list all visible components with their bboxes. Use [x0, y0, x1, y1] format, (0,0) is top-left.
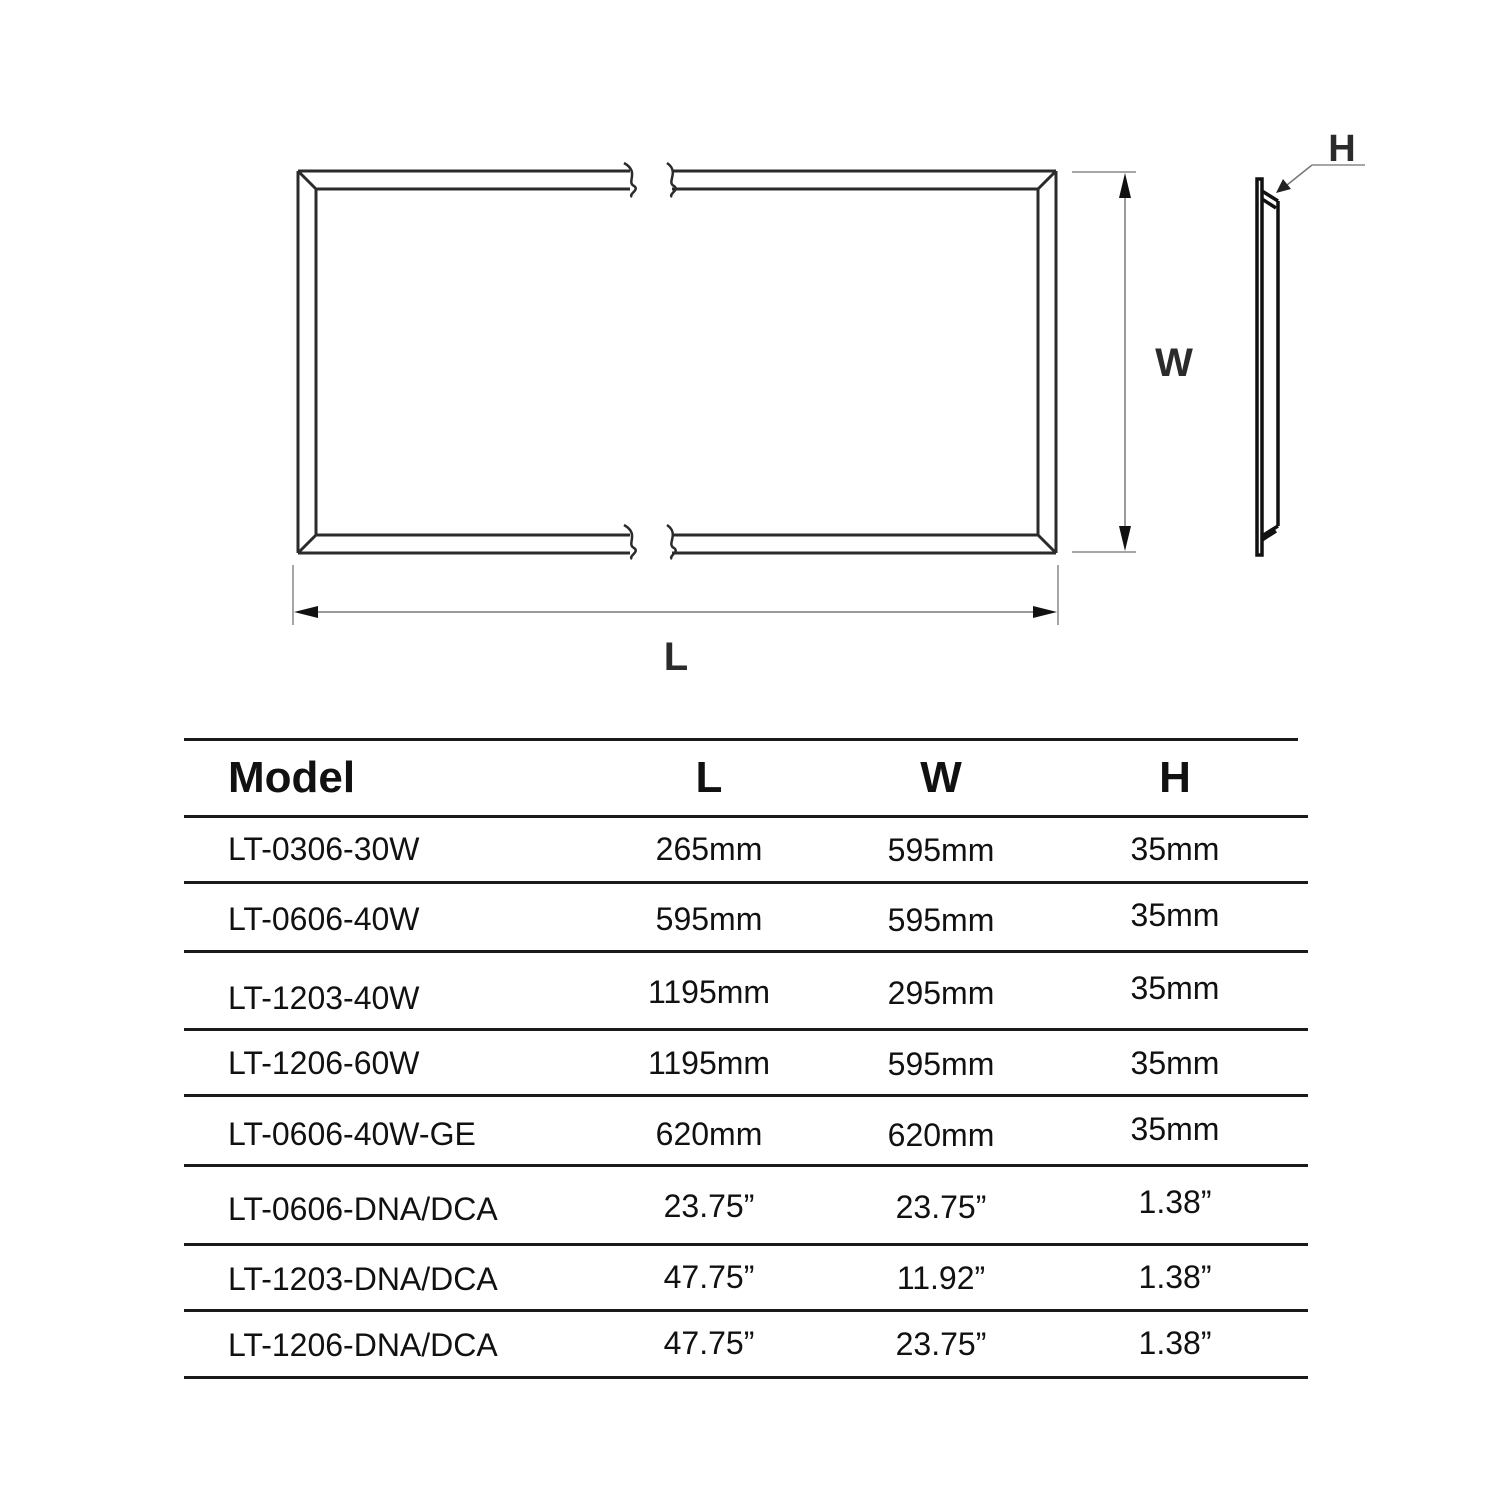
- table-rule: [184, 881, 1308, 884]
- cell-length: 595mm: [655, 901, 763, 937]
- cell-width: 620mm: [887, 1117, 995, 1153]
- cell-width: 595mm: [887, 1046, 995, 1082]
- header-model: Model: [228, 753, 356, 802]
- table-rule: [184, 1309, 1308, 1312]
- cell-model: LT-1203-40W: [228, 980, 420, 1016]
- header-length: L: [695, 753, 723, 802]
- cell-height: 1.38”: [1138, 1259, 1212, 1295]
- panel-front-view: [298, 163, 1056, 559]
- cell-length: 47.75”: [663, 1325, 755, 1361]
- table-rule-top: [184, 738, 1298, 741]
- cell-model: LT-0606-40W-GE: [228, 1116, 476, 1152]
- cell-model: LT-1206-60W: [228, 1045, 420, 1081]
- cell-model: LT-1203-DNA/DCA: [228, 1261, 498, 1297]
- table-rule: [184, 950, 1308, 953]
- cell-model: LT-0606-DNA/DCA: [228, 1191, 498, 1227]
- cell-model: LT-1206-DNA/DCA: [228, 1327, 498, 1363]
- cell-length: 1195mm: [647, 974, 771, 1010]
- height-label: H: [1328, 128, 1356, 170]
- cell-width: 595mm: [887, 832, 995, 868]
- height-dimension: [1276, 128, 1365, 193]
- header-width: W: [920, 753, 962, 802]
- table-rule: [184, 1243, 1308, 1246]
- cell-length: 265mm: [655, 831, 763, 867]
- width-label: W: [1155, 341, 1193, 385]
- cell-width: 295mm: [887, 975, 995, 1011]
- cell-length: 620mm: [655, 1116, 763, 1152]
- cell-height: 1.38”: [1138, 1184, 1212, 1220]
- cell-width: 23.75”: [895, 1189, 987, 1225]
- table-rule: [184, 815, 1308, 818]
- cell-height: 35mm: [1130, 831, 1220, 867]
- cell-width: 11.92”: [896, 1260, 986, 1296]
- cell-width: 23.75”: [895, 1326, 987, 1362]
- cell-length: 1195mm: [647, 1045, 771, 1081]
- table-rule: [184, 1094, 1308, 1097]
- length-label: L: [663, 635, 689, 679]
- table-rule: [184, 1028, 1308, 1031]
- cell-model: LT-0606-40W: [228, 901, 420, 937]
- table-rule: [184, 1164, 1308, 1167]
- length-dimension: [293, 565, 1058, 679]
- header-height: H: [1159, 753, 1191, 802]
- cell-length: 47.75”: [663, 1259, 755, 1295]
- cell-model: LT-0306-30W: [228, 831, 420, 867]
- cell-height: 1.38”: [1138, 1325, 1212, 1361]
- table-rule-bottom: [184, 1376, 1308, 1379]
- dimension-drawing: [0, 0, 1500, 720]
- cell-height: 35mm: [1130, 897, 1220, 933]
- cell-width: 595mm: [887, 902, 995, 938]
- cell-length: 23.75”: [663, 1188, 755, 1224]
- cell-height: 35mm: [1130, 1111, 1220, 1147]
- cell-height: 35mm: [1130, 970, 1220, 1006]
- width-dimension: [1072, 172, 1193, 552]
- panel-side-profile: [1257, 179, 1278, 555]
- cell-height: 35mm: [1130, 1045, 1220, 1081]
